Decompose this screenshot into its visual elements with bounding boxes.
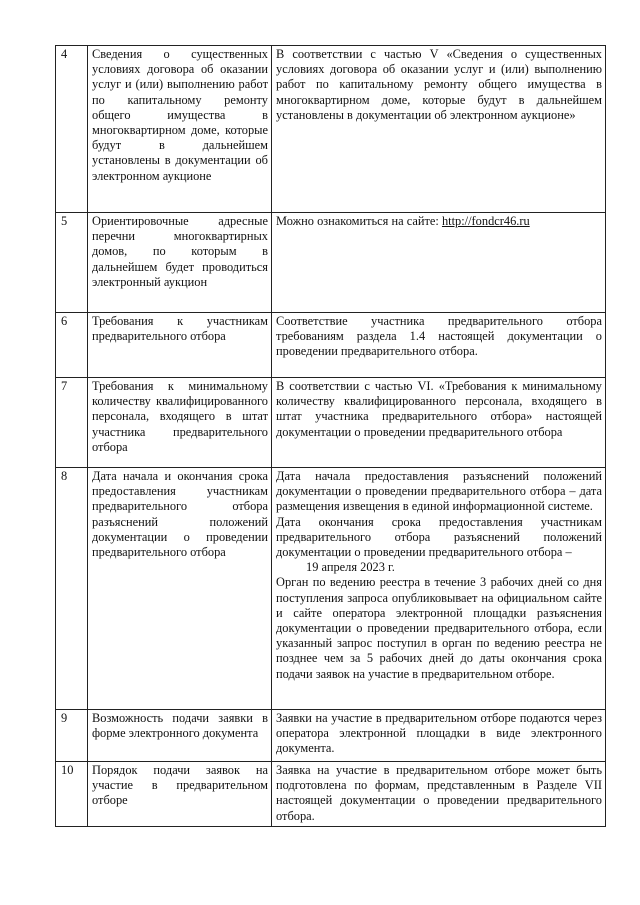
row-label: Дата начала и окончания срока предоставления участникам предварительного отбора разъяснений положений документации о проведении предварительного отбора <box>88 468 272 710</box>
table-row <box>56 468 606 710</box>
row-value: В соответствии с частью VI. «Требования к минимальному количеству квалифицированного персонала, входящего в штат участника предварительного отбора» настоящей документации о проведении предварительного отбора <box>272 378 606 468</box>
row-value <box>272 213 606 313</box>
table-row <box>56 378 606 468</box>
table-row <box>56 762 606 827</box>
row-value: Соответствие участника предварительного отбора требованиям раздела 1.4 настоящей документации о проведении предварительного отбора. <box>272 313 606 378</box>
requirements-table <box>55 45 606 827</box>
table-row <box>56 213 606 313</box>
clarification-start-text: Дата начала предоставления разъяснений положений документации о проведении предварительного отбора – дата размещения извещения в единой информационной системе. <box>276 469 602 514</box>
table-row <box>56 710 606 762</box>
row-number: 6 <box>56 313 88 378</box>
row-value: Заявка на участие в предварительном отборе может быть подготовлена по формам, представленным в Разделе VII настоящей документации о проведении предварительного отбора. <box>272 762 606 827</box>
clarification-end-date: 19 апреля 2023 г. <box>306 560 395 575</box>
row-number: 8 <box>56 468 88 710</box>
row-value: Заявки на участие в предварительном отборе подаются через оператора электронной площадки в виде электронного документа. <box>272 710 606 762</box>
row-label: Сведения о существенных условиях договора об оказании услуг и (или) выполнению работ по капитальному ремонту общего имущества в многоквартирном доме, которые будут в дальнейшем установлены в документации об электронном аукционе <box>88 46 272 213</box>
row-value-prefix: Можно ознакомиться на сайте: <box>276 214 442 228</box>
row-label: Возможность подачи заявки в форме электронного документа <box>88 710 272 762</box>
row-value <box>272 468 606 710</box>
fund-website-link[interactable]: http://fondcr46.ru <box>441 214 530 228</box>
row-label: Требования к минимальному количеству квалифицированного персонала, входящего в штат участника предварительного отбора <box>88 378 272 468</box>
table-row <box>56 313 606 378</box>
clarification-procedure-text: Орган по ведению реестра в течение 3 рабочих дней со дня поступления запроса опубликовывает на официальном сайте и сайте оператора электронной площадки разъяснения документации о проведении предварительного отбора, если указанный запрос поступил в орган по ведению реестра не позднее чем за 5 рабочих дней до даты окончания срока подачи заявок на участие в предварительном отборе. <box>276 575 602 681</box>
row-number: 4 <box>56 46 88 213</box>
row-label: Порядок подачи заявок на участие в предварительном отборе <box>88 762 272 827</box>
row-label: Ориентировочные адресные перечни многоквартирных домов, по которым в дальнейшем будет проводиться электронный аукцион <box>88 213 272 313</box>
row-number: 5 <box>56 213 88 313</box>
row-number: 10 <box>56 762 88 827</box>
clarification-end-text: Дата окончания срока предоставления участникам предварительного отбора разъяснений положений документации о проведении предварительного отбора – <box>276 514 602 560</box>
row-label: Требования к участникам предварительного отбора <box>88 313 272 378</box>
table-row <box>56 46 606 213</box>
row-number: 9 <box>56 710 88 762</box>
row-value: В соответствии с частью V «Сведения о существенных условиях договора об оказании услуг и (или) выполнению работ по капитальному ремонту общего имущества в многоквартирном доме, которые будут в дальнейшем установлены в документации об электронном аукционе» <box>272 46 606 213</box>
row-number: 7 <box>56 378 88 468</box>
